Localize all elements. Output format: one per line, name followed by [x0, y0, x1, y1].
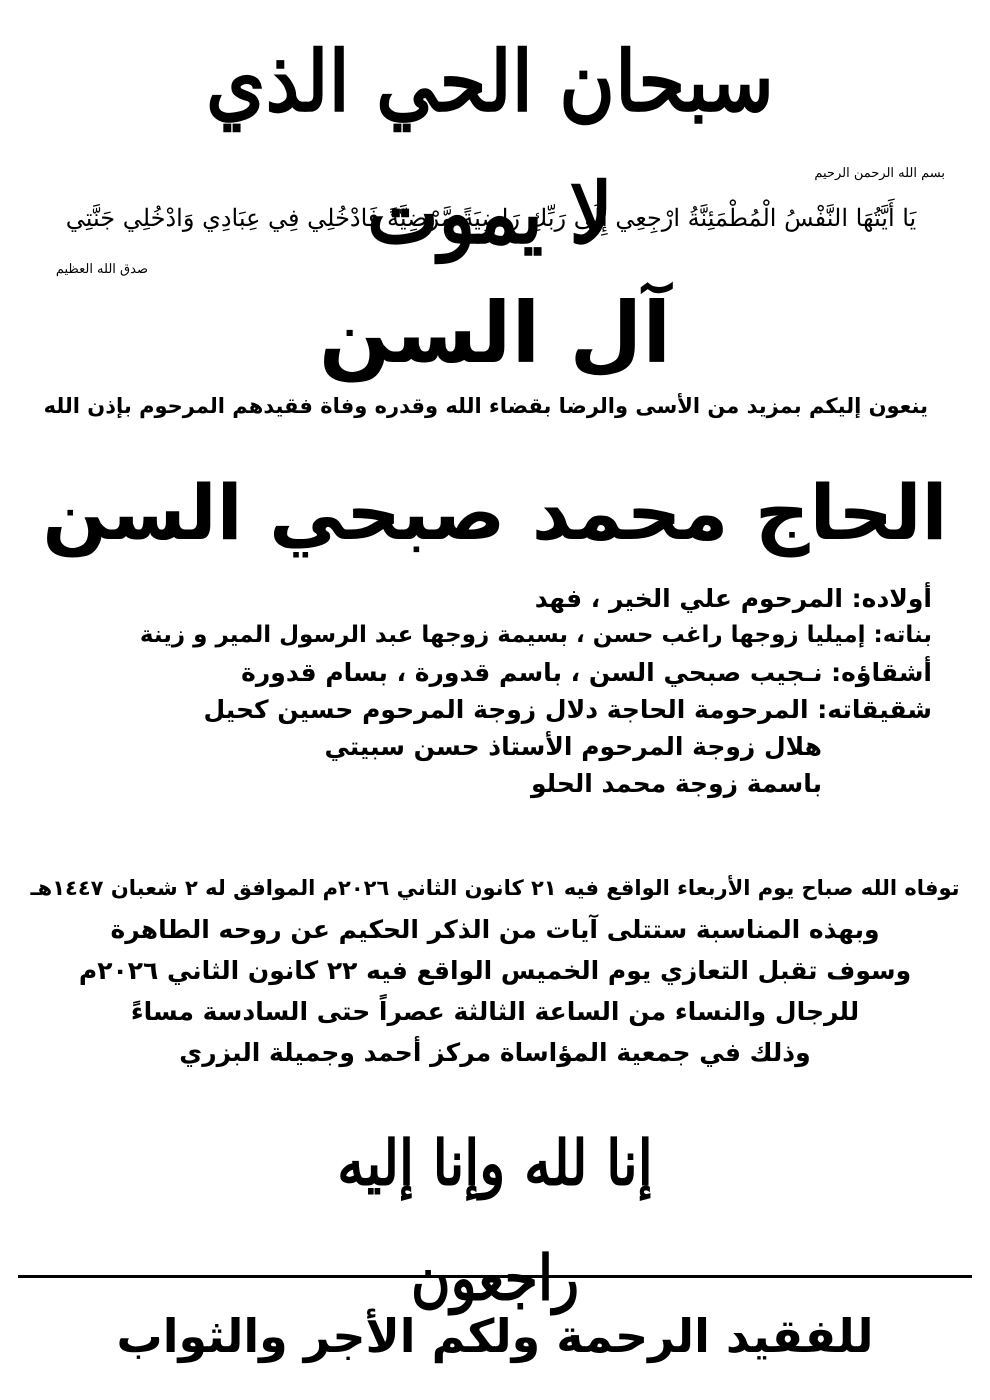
sister-line-3: باسمة زوجة محمد الحلو: [530, 769, 822, 798]
deceased-name: الحاج محمد صبحي السن: [42, 468, 948, 557]
daughters-line: بناته: إميليا زوجها راغب حسن ، بسيمة زوجها عبد الرسول المير و زينة: [139, 622, 932, 648]
brothers-line: أشقاؤه: نـجيب صبحي السن ، باسم قدورة ، بسام قدورة: [241, 658, 932, 687]
hours-line: للرجال والنساء من الساعة الثالثة عصراً حتى السادسة مساءً: [130, 997, 860, 1026]
sadaq-note: صدق الله العظيم: [55, 262, 148, 277]
quran-verse: يَا أَيَّتُهَا النَّفْسُ الْمُطْمَئِنَّةُ ارْجِعِي إِلَى رَبِّكِ رَاضِيَةً مَّرْضِيَّةً فَادْخُلِي فِي عِبَادِي وَادْخُلِي جَنَّتِي: [65, 204, 917, 232]
sister-line-2: هلال زوجة المرحوم الأستاذ حسن سبيتي: [324, 732, 822, 761]
divider-line: [18, 1275, 972, 1278]
basmala: بسم الله الرحمن الرحيم: [814, 166, 945, 181]
funeral-details: [30, 868, 960, 1073]
condolences-line: وسوف تقبل التعازي يوم الخميس الواقع فيه ٢٢ كانون الثاني ٢٠٢٦م: [78, 956, 912, 985]
family-name: آل السن: [318, 284, 672, 382]
announcement: ينعون إليكم بمزيد من الأسى والرضا بقضاء الله وقدره وفاة فقيدهم المرحوم بإذن الله: [43, 394, 928, 418]
recitation-line: وبهذه المناسبة ستتلى آيات من الذكر الحكيم عن روحه الطاهرة: [110, 915, 880, 944]
closing-calligraphy: إنا لله وإنا إليه راجعون: [337, 1125, 653, 1315]
header-calligraphy: سبحان الحي الذي لا يموت: [206, 32, 774, 263]
sisters-line: شقيقاته: المرحومة الحاجة دلال زوجة المرحوم حسين كحيل: [203, 695, 932, 724]
sons-line: أولاده: المرحوم علي الخير ، فهد: [534, 584, 932, 613]
venue-line: وذلك في جمعية المؤاساة مركز أحمد وجميلة البزري: [179, 1038, 811, 1067]
footer-text: للفقيد الرحمة ولكم الأجر والثواب: [116, 1309, 874, 1363]
relatives-list: [120, 580, 932, 802]
death-date-line: توفاه الله صباح يوم الأربعاء الواقع فيه ٢١ كانون الثاني ٢٠٢٦م الموافق له ٢ شعبان ١٤٤٧هـ: [30, 876, 960, 900]
